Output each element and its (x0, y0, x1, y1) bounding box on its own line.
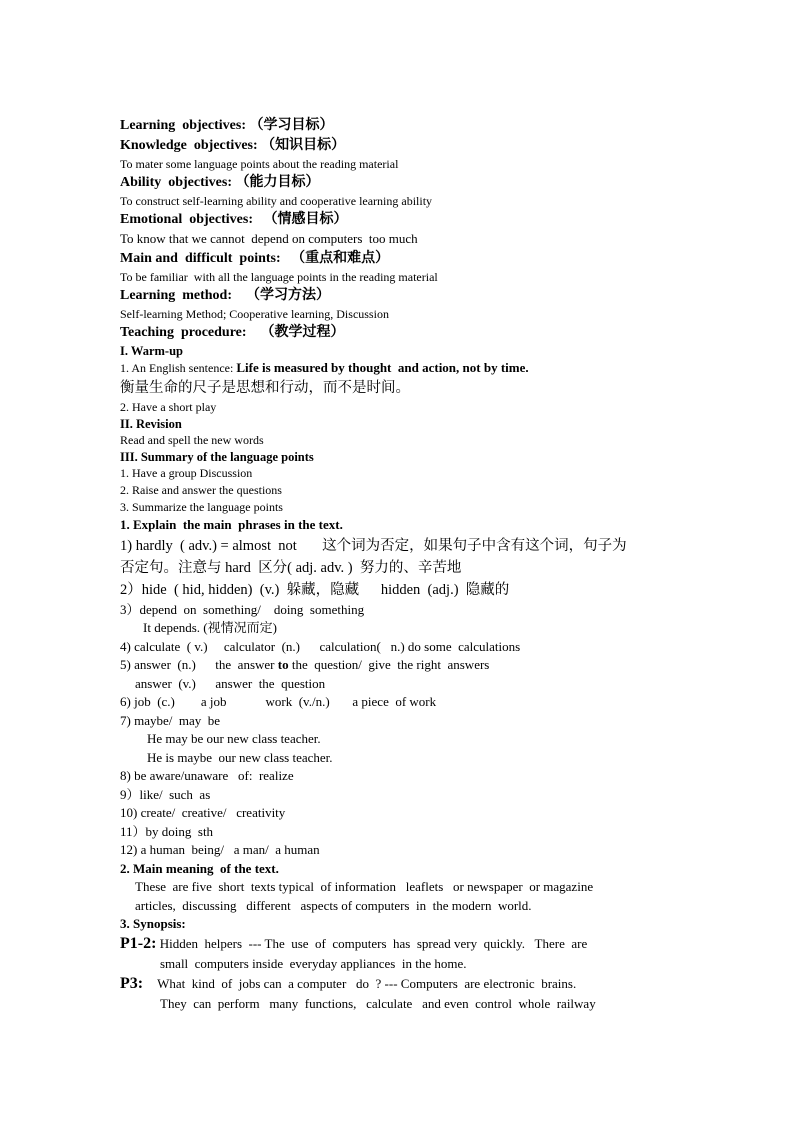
ability-objectives-heading: Ability objectives: （能力目标） (120, 175, 320, 190)
main-points-text: To be familiar with all the language points in the reading material (120, 269, 438, 284)
emotional-objectives-text: To know that we cannot depend on computers too much (120, 231, 418, 246)
summary-item: 3. Summarize the language points (120, 500, 283, 514)
warmup-item-1 (120, 359, 680, 378)
explain-title: 1. Explain the main phrases in the text. (120, 517, 343, 532)
phrase-4: 4) calculate ( v.) calculator (n.) calculation( n.) do some calculations (120, 638, 521, 654)
learning-method-text: Self-learning Method; Cooperative learning, Discussion (120, 306, 389, 321)
phrase-8: 8) be aware/unaware of: realize (120, 768, 294, 783)
ability-objectives-text: To construct self-learning ability and cooperative learning ability (120, 194, 433, 208)
phrase-1-line-2: 否定句。注意与 hard 区分( adj. adv. ) 努力的、辛苦地 (120, 559, 462, 576)
document-page (120, 116, 680, 1014)
summary-item: 2. Raise and answer the questions (120, 483, 282, 497)
phrase-6: 6) job (c.) a job work (v./n.) a piece of work (120, 694, 437, 709)
phrase-2: 2）hide ( hid, hidden) (v.) 躲藏，隐藏 hidden (adj.) 隐藏的 (120, 581, 510, 598)
phrase-7-example-2: He is maybe our new class teacher. (147, 749, 333, 765)
summary-item: 1. Have a group Discussion (120, 466, 253, 480)
phrase-10: 10) create/ creative/ creativity (120, 805, 286, 820)
synopsis-p3-line-1 (120, 974, 680, 994)
main-meaning-title: 2. Main meaning of the text. (120, 860, 279, 876)
synopsis-p1-2-line-1 (120, 934, 680, 954)
phrase-5-post: the question/ give the right answers (288, 657, 490, 672)
knowledge-objectives-text: To mater some language points about the reading material (120, 157, 399, 171)
revision-text: Read and spell the new words (120, 433, 264, 447)
phrase-3-line-2: It depends. (视情况而定) (143, 620, 277, 635)
phrase-11: 11）by doing sth (120, 823, 214, 839)
phrase-7: 7) maybe/ may be (120, 712, 220, 728)
teaching-procedure-heading: Teaching procedure: （教学过程） (120, 324, 345, 340)
warmup-item-1-prefix: 1. An English sentence: (120, 360, 237, 375)
emotional-objectives-heading: Emotional objectives: （情感目标） (120, 212, 348, 227)
phrase-5-line-2: answer (v.) answer the question (135, 675, 326, 691)
main-meaning-line-1: These are five short texts typical of information leaflets or newspaper or magazine (135, 879, 594, 894)
main-points-heading: Main and difficult points: （重点和难点） (120, 250, 390, 266)
synopsis-p3-text: What kind of jobs can a computer do ? --- Computers are electronic brains. (157, 975, 577, 991)
phrase-1-line-1: 1) hardly ( adv.) = almost not 这个词为否定，如果句子中含有这个词，句子为 (120, 537, 627, 554)
knowledge-objectives-heading: Knowledge objectives: （知识目标） (120, 138, 346, 153)
synopsis-p3-label: P3: (120, 974, 144, 992)
warmup-item-1-sentence: Life is measured by thought and action, not by time. (236, 359, 529, 375)
learning-objectives-heading: Learning objectives: （学习目标） (120, 118, 334, 133)
main-meaning-line-2: articles, discussing different aspects of computers in the modern world. (135, 897, 532, 913)
phrase-5-pre: 5) answer (n.) the answer (120, 657, 278, 672)
synopsis-p1-2-label: P1-2: (120, 934, 157, 952)
revision-title: II. Revision (120, 417, 182, 431)
warmup-title: I. Warm-up (120, 343, 183, 358)
phrase-9: 9）like/ such as (120, 786, 211, 802)
phrase-5-bold: to (277, 657, 289, 672)
synopsis-p1-2-text: Hidden helpers --- The use of computers has spread very quickly. There are (156, 935, 588, 951)
warmup-item-2: 2. Have a short play (120, 400, 217, 414)
warmup-item-1-chinese: 衡量生命的尺子是思想和行动，而不是时间。 (120, 380, 410, 396)
learning-method-heading: Learning method: （学习方法） (120, 287, 330, 303)
synopsis-p1-2-line-2: small computers inside everyday appliances in the home. (160, 955, 467, 971)
synopsis-title: 3. Synopsis: (120, 916, 186, 931)
phrase-12: 12) a human being/ a man/ a human (120, 842, 320, 857)
phrase-3-line-1: 3）depend on something/ doing something (120, 601, 365, 617)
synopsis-p3-line-2: They can perform many functions, calculate and even control whole railway (160, 995, 596, 1011)
phrase-7-example-1: He may be our new class teacher. (147, 731, 321, 746)
summary-title: III. Summary of the language points (120, 450, 314, 464)
phrase-5-line-1 (120, 656, 680, 675)
